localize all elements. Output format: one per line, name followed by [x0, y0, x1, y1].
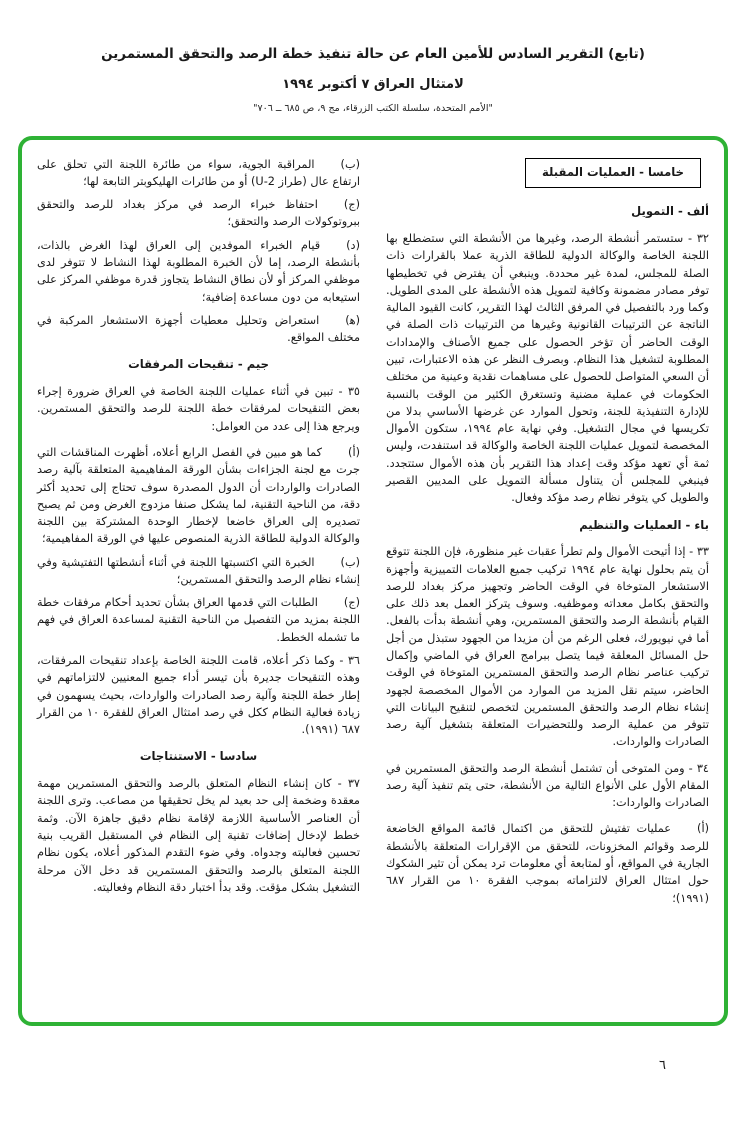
list-item: [37, 156, 360, 191]
list-item-text: احتفاظ خبراء الرصد في مركز بغداد للرصد والتحقق ببروتوكولات الرصد والتحقق؛: [37, 198, 360, 229]
section-subheading: باء - العمليات والتنظيم: [579, 517, 709, 532]
list-item: [37, 594, 360, 646]
list-item-marker: (ج): [343, 596, 360, 610]
report-title-line2: لامتثال العراق ٧ أكتوبر ١٩٩٤: [282, 76, 464, 92]
list-item-text: عمليات تفتيش للتحقق من اكتمال قائمة المواقع الخاضعة للرصد وقوائم المخزونات، للتحقق من الإقرارات المتعلقة بالأنشطة الجارية في المواقع، أو لمتابعة أي معلومات ترد يمكن أن تثير الشكوك حول امتثال العراق لالتزاماته بموجب الفقرة ١٠ من القرار ٦٨٧ (١٩٩١)؛: [386, 822, 709, 905]
section-subheading: ألف - التمويل: [631, 204, 709, 219]
page-number: ٦: [659, 1058, 666, 1073]
column-right: [386, 156, 709, 1008]
list-item-marker: (ب): [340, 157, 360, 171]
list-item: [37, 312, 360, 347]
content-frame: [18, 136, 728, 1026]
list-item-marker: (أ): [697, 822, 709, 836]
list-item-text: الخبرة التي اكتسبتها اللجنة في أثناء أنشطتها التفتيشية وفي إنشاء نظام الرصد والتحقق المستمرين؛: [37, 555, 360, 586]
list-item-marker: (ب): [340, 555, 360, 569]
paragraph: ٣٦ - وكما ذكر أعلاه، قامت اللجنة الخاصة بإعداد تنقيحات المرفقات، وهذه التنقيحات جديرة بأن تيسر أداء جميع المعنيين لالتزاماتهم في إطار خطة اللجنة وآلية رصد الصادرات والواردات، بحيث يسهمون في زيادة فعالية النظام ككل في رصد امتثال العراق للفقرة ١٠ من القرار ٦٨٧ (١٩٩١).: [37, 654, 360, 737]
report-title-line1: (تابع) التقرير السادس للأمين العام عن حالة تنفيذ خطة الرصد والتحقق المستمرين: [101, 46, 645, 62]
paragraph: ٣٢ - ستستمر أنشطة الرصد، وغيرها من الأنشطة التي ستضطلع بها اللجنة الخاصة والوكالة الدولية للطاقة الذرية عملا بالقرارات ذات الصلة للمجلس، لمدة غير محددة. وينبغي أن يفترض في تخطيطها توفر مصادر مضمونة وكافية لتمويل هذه الأنشطة على المدى الطويل. وكما ورد بالتفصيل في المرفق الثالث لهذا التقرير، كانت القيود المالية الناتجة عن الترتيبات القانونية وغيرها من الترتيبات ذات الصلة في الوقت الحاضر أن تؤخر الحصول على جميع الأصناف والإمدادات المطلوبة لتشغيل هذا النظام. وبصرف النظر عن هذه الاعتبارات، تبين أن السعي المتواصل للحصول على مساهمات نقدية وعينية من مختلف الحكومات في عملية مضنية وتستغرق الكثير من الوقت بالنسبة للإدارة التنفيذية للجنة، وتحول الموارد عن غرضها الأساسي بدلا من تكريسها في مجال التشغيل. وفي نهاية عام ١٩٩٤، ستكون الأموال المخصصة لتمويل عمليات اللجنة الخاصة والوكالة قد استنفدت، وليس ثمة أي تعهد مؤكد وقت إعداد هذا التقرير بأن هذه الأموال ستتجدد. فينبغي للمجلس أن يتناول مسألة التمويل على المديين القصير والطويل كي يتوفر نظام رصد مؤكد وفعال.: [386, 232, 710, 505]
paragraph: ٣٣ - إذا أتيحت الأموال ولم تطرأ عقبات غير منظورة، فإن اللجنة تتوقع أن يتم بحلول نهاية عام ١٩٩٤ تركيب جميع العلامات التمييزية وأجهزة الاستشعار المتوخاة في الوقت الحاضر وتجهيز مركز بغداد للرصد والتحقق بكامل معداته وموظفيه. وسوف يتركز العمل بعد ذلك على القيام بأنشطة الرصد والتحقق المستمرين، وهي أنشطة بدأت بالفعل. أما في نيويورك، فعلى الرغم من أن مزيدا من الجهود ستبذل من أجل حل المسائل المعلقة فيما يتصل ببرامج العراق في الماضي وإكمال تركيب عناصر نظام الرصد والتحقق المستمرين المتوخاة في الوقت الحاضر، سيتم نقل المزيد من الموارد من الأموال المخصصة لجهود إنشاء نظام الرصد والتحقق المستمرين لتخصص لتنقيح البيانات التي تتوفر من عملية الرصد وللتحضيرات المتعلقة بتشغيل آلية رصد الصادرات والواردات.: [386, 545, 709, 749]
document-header: [0, 0, 746, 114]
section-subheading: جيم - تنقيحات المرفقات: [128, 357, 269, 372]
source-citation: "الأمم المتحدة، سلسلة الكتب الزرقاء، مج ٩، ص ٦٨٥ ــ ٧٠٦": [253, 102, 493, 114]
list-item: [37, 444, 360, 548]
paragraph: ٣٥ - تبين في أثناء عمليات اللجنة الخاصة في العراق ضرورة إجراء بعض التنقيحات لمرفقات خطة اللجنة للرصد والتحقق المستمرين. ويرجع هذا إلى عدد من العوامل:: [37, 385, 360, 433]
list-item: [37, 196, 360, 231]
list-item-text: استعراض وتحليل معطيات أجهزة الاستشعار المركبة في مختلف المواقع.: [37, 313, 360, 345]
section-subheading: سادسا - الاستنتاجات: [139, 749, 258, 764]
list-item-marker: (ج): [343, 198, 360, 212]
list-item: [37, 554, 360, 589]
list-item-text: قيام الخبراء الموفدين إلى العراق لهذا الغرض بالذات، بأنشطة الرصد، إما لأن الخبرة المطلوبة لهذا النشاط لا تتوفر لدى موظفي المركز أو لأن نطاق النشاط يتجاوز قدرة موظفي المركز على استيعابه من دون مساعدة إضافية؛: [37, 238, 360, 304]
list-item-marker: (أ): [348, 445, 360, 459]
paragraph: ٣٤ - ومن المتوخى أن تشتمل أنشطة الرصد والتحقق المستمرين في المقام الأول على الأنواع التالية من الأنشطة، حتى يتم تنفيذ آلية رصد الصادرات والواردات:: [386, 761, 709, 810]
boxed-heading-label: خامسا - العمليات المقبلة: [525, 158, 701, 189]
list-item-text: كما هو مبين في الفصل الرابع أعلاه، أظهرت المناقشات التي جرت مع لجنة الجزاءات بشأن الورقة المفاهيمية المتعلقة بآلية رصد الصادرات والواردات أن الدول المصدرة سوف تحتاج إلى تحديد أكثر دقة، من الناحية التقنية، لما يشكل صنفا مزدوج الغرض ومن ثم يصبح تصديره إلى العراق خاضعا لإخطار الوحدة المشتركة بين اللجنة والوكالة الدولية للطاقة الذرية المنصوص عليها في الورقة المفاهيمية؛: [37, 445, 360, 546]
list-item-marker: (ﻫ): [345, 313, 360, 327]
column-left: [37, 156, 360, 1008]
list-item: [386, 820, 709, 906]
list-item-text: المراقبة الجوية، سواء من طائرة اللجنة التي تحلق على ارتفاع عال (طراز U-2) أو من طائرات الهليكوبتر التابعة لها؛: [37, 157, 360, 188]
list-item-text: الطلبات التي قدمها العراق بشأن تحديد أحكام مرفقات خطة اللجنة بمزيد من التفصيل من الناحية التقنية لمساعدة العراق في فهم ما تشمله الخطط.: [37, 596, 360, 644]
list-item-marker: (د): [346, 238, 360, 252]
list-item: [37, 237, 360, 306]
section-heading-boxed: [386, 158, 701, 189]
paragraph: ٣٧ - كان إنشاء النظام المتعلق بالرصد والتحقق المستمرين مهمة معقدة وضخمة إلى حد بعيد لم يخل تحقيقها من مصاعب. وترى اللجنة أن العناصر الأساسية اللازمة لإقامة نظام دقيق جاهزة الآن. وثمة خطط لإدخال إضافات تقنية إلى النظام في المستقبل القريب بنية تحسين فعاليته وجدواه. وفي ضوء التقدم المذكور أعلاه، يكون نظام اللجنة المتعلق بالرصد والتحقق المستمرين قد دخل الآن مرحلة التشغيل بشكل مؤقت. وقد بدأ اختبار دقة النظام وفعاليته.: [37, 777, 360, 894]
